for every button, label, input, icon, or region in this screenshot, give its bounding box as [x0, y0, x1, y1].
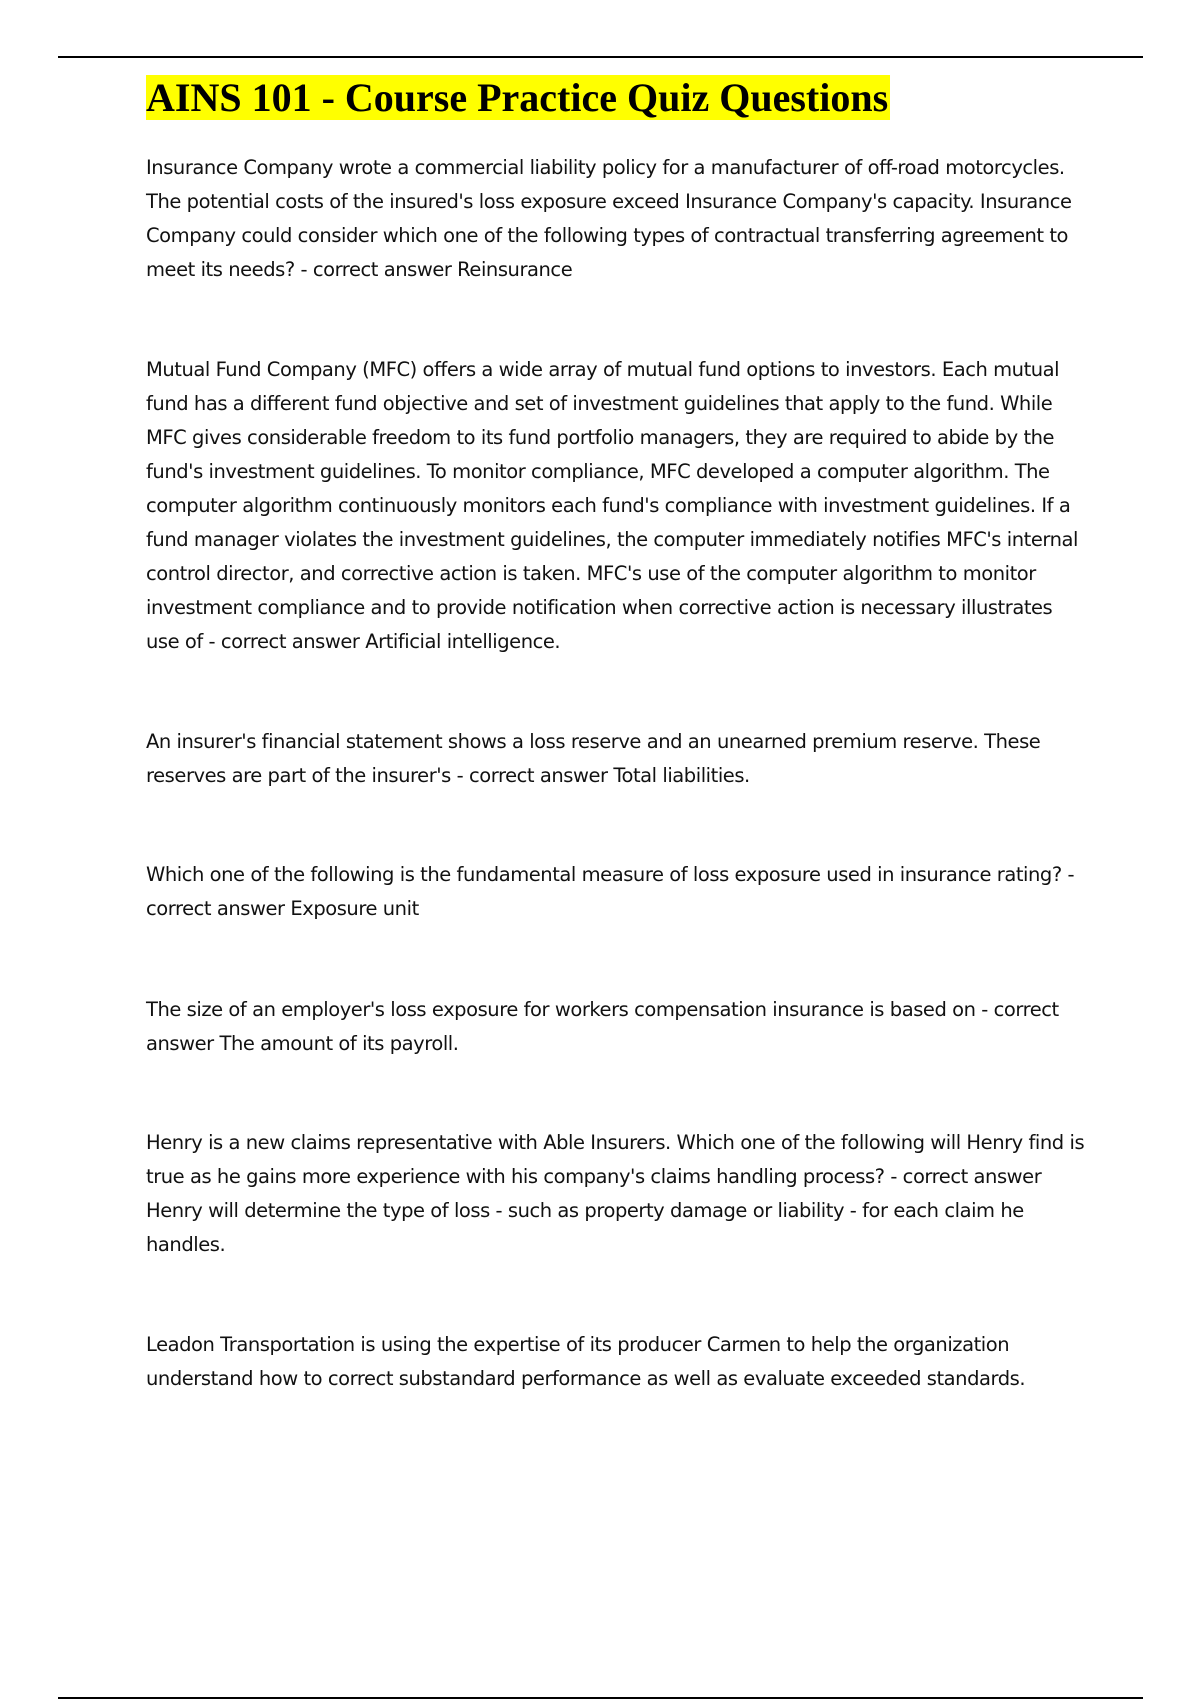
- bottom-rule: [58, 1697, 1143, 1699]
- question-1: Insurance Company wrote a commercial liability policy for a manufacturer of off-road motorcycles. The potential costs of the insured's loss exposure exceed Insurance Company's capacity. Insurance Company could consider which one of the following types of contractual transferring agreement to meet its needs? - correct answer Reinsurance: [146, 156, 1072, 281]
- question-7: Leadon Transportation is using the expertise of its producer Carmen to help the organization understand how to correct substandard performance as well as evaluate exceeded standards.: [146, 1333, 1026, 1390]
- question-4: Which one of the following is the fundamental measure of loss exposure used in insurance rating? - correct answer Exposure unit: [146, 863, 1075, 920]
- top-rule: [58, 56, 1143, 58]
- question-2: Mutual Fund Company (MFC) offers a wide array of mutual fund options to investors. Each mutual fund has a different fund objective and set of investment guidelines that apply to the fund. While MFC gives considerable freedom to its fund portfolio managers, they are required to abide by the fund's investment guidelines. To monitor compliance, MFC developed a computer algorithm. The computer algorithm continuously monitors each fund's compliance with investment guidelines. If a fund manager violates the investment guidelines, the computer immediately notifies MFC's internal control director, and corrective action is taken. MFC's use of the computer algorithm to monitor investment compliance and to provide notification when corrective action is necessary illustrates use of - correct answer Artificial intelligence.: [146, 358, 1078, 653]
- question-3: An insurer's financial statement shows a loss reserve and an unearned premium reserve. These reserves are part of the insurer's - correct answer Total liabilities.: [146, 730, 1041, 787]
- question-5: The size of an employer's loss exposure for workers compensation insurance is based on - correct answer The amount of its payroll.: [146, 998, 1059, 1055]
- question-6: Henry is a new claims representative with Able Insurers. Which one of the following will Henry find is true as he gains more experience with his company's claims handling process? - correct answer Henry will determine the type of loss - such as property damage or liability - for each claim he handles.: [146, 1131, 1085, 1256]
- page-title: [146, 72, 890, 124]
- page-title-text: AINS 101 - Course Practice Quiz Questions: [146, 75, 889, 120]
